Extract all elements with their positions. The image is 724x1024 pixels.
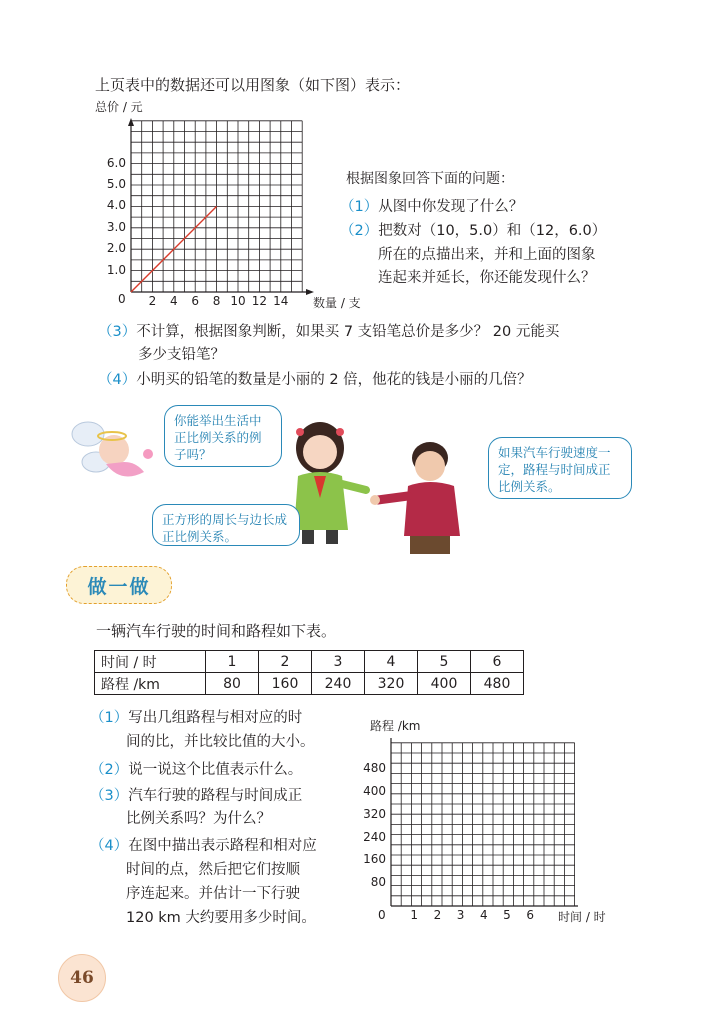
- chart1-ytick-label: 3.0: [106, 219, 126, 234]
- section-title-badge: [66, 566, 172, 604]
- q3-line1: 不计算，根据图象判断，如果买 7 支铅笔总价是多少？ 20 元能买: [136, 324, 560, 340]
- task4-line2: 时间的点，然后把它们按顺: [126, 862, 300, 878]
- table-cell: 1: [206, 651, 259, 673]
- task3-number: （3）: [90, 788, 129, 804]
- q2-line1: 把数对（10，5.0）和（12，6.0）: [378, 223, 607, 239]
- table-cell: 400: [418, 673, 471, 695]
- task2-number: （2）: [90, 762, 129, 778]
- table-cell: 240: [312, 673, 365, 695]
- fairy-illustration: [66, 412, 166, 492]
- chart1-origin: 0: [118, 292, 126, 306]
- table-cell: 5: [418, 651, 471, 673]
- table-cell: 2: [259, 651, 312, 673]
- chart1-xtick-label: 12: [251, 294, 268, 308]
- table-cell: 6: [471, 651, 524, 673]
- chart1-xtick-label: 6: [191, 294, 199, 308]
- task3-line2: 比例关系吗？为什么？: [126, 811, 271, 827]
- q2-line2: 所在的点描出来，并和上面的图象: [378, 247, 596, 263]
- chart2-xtick-label: 3: [456, 908, 465, 922]
- chart2-grid: [391, 743, 575, 906]
- task2-text: 说一说这个比值表示什么。: [128, 762, 303, 778]
- q1-number: （1）: [340, 199, 379, 215]
- chart1-xtick-label: 10: [230, 294, 246, 308]
- chart2-ytick-label: 160: [363, 852, 386, 867]
- table-cell: 80: [206, 673, 259, 695]
- chart2-ytick-label: 480: [363, 761, 386, 776]
- q4-text: 小明买的铅笔的数量是小丽的 2 倍，他花的钱是小丽的几倍？: [136, 372, 532, 388]
- chart1-ytick-label: 2.0: [106, 241, 126, 256]
- chart2-xtick-label: 1: [410, 908, 418, 922]
- chart2-ytick-label: 320: [363, 806, 386, 821]
- chart2-xtick-label: 2: [433, 908, 442, 922]
- chart1-ylabel: 总价 / 元: [95, 100, 143, 114]
- chart2-xlabel: 时间 / 时: [558, 910, 606, 924]
- q4-number: （4）: [98, 372, 137, 388]
- chart1-ytick-label: 1.0: [106, 262, 126, 277]
- time-distance-table: [94, 650, 524, 695]
- chart2-ylabel: 路程 /km: [370, 719, 421, 733]
- table-cell: 160: [259, 673, 312, 695]
- table-row1-header: 时间 / 时: [95, 651, 206, 673]
- table-row2-header: 路程 /km: [95, 673, 206, 695]
- task3-line1: 汽车行驶的路程与时间成正: [128, 788, 303, 804]
- girl-speech-text: 正方形的周长与边长成正比例关系。: [162, 512, 288, 544]
- table-cell: 480: [471, 673, 524, 695]
- task1-line2: 间的比，并比较比值的大小。: [126, 734, 315, 750]
- q3-line2: 多少支铅笔？: [138, 347, 225, 363]
- section-title: 做一做: [87, 575, 151, 598]
- boy-speech-text: 如果汽车行驶速度一定，路程与时间成正比例关系。: [498, 445, 611, 494]
- chart2-xtick-label: 4: [479, 908, 488, 922]
- page-number: 46: [70, 968, 94, 988]
- chart1-y-arrow: [128, 118, 134, 126]
- chart1-ytick-label: 4.0: [106, 198, 126, 213]
- chart2-ytick-label: 80: [370, 875, 386, 890]
- intro-text: 上页表中的数据还可以用图象（如下图）表示：: [95, 76, 411, 94]
- task4-line1: 在图中描出表示路程和相对应: [128, 838, 317, 854]
- q2-line3: 连起来并延长，你还能发现什么？: [378, 270, 596, 286]
- chart1-xlabel: 数量 / 支: [313, 296, 361, 310]
- task1-number: （1）: [90, 710, 129, 726]
- table-row: [95, 673, 524, 695]
- page-number-badge: [58, 954, 106, 1002]
- boy-speech-bubble: [488, 437, 632, 499]
- q3-number: （3）: [98, 324, 137, 340]
- chart1-xtick-label: 2: [148, 294, 157, 308]
- chart1-xtick-label: 14: [273, 294, 289, 308]
- q1-text: 从图中你发现了什么？: [378, 199, 524, 215]
- table-cell: 320: [365, 673, 418, 695]
- chart2-graph: [378, 734, 628, 914]
- task4-number: （4）: [90, 838, 129, 854]
- chart2-origin: 0: [378, 908, 386, 922]
- boy-illustration: [370, 436, 470, 556]
- fairy-speech-bubble: [164, 405, 282, 467]
- car-intro: 一辆汽车行驶的时间和路程如下表。: [96, 622, 337, 640]
- chart1-ytick-label: 6.0: [106, 155, 126, 170]
- questions-heading: 根据图象回答下面的问题：: [346, 171, 514, 187]
- chart2-ytick-label: 400: [363, 784, 386, 798]
- table-cell: 4: [365, 651, 418, 673]
- table-row: [95, 651, 524, 673]
- table-cell: 3: [312, 651, 365, 673]
- fairy-speech-text: 你能举出生活中正比例关系的例子吗？: [174, 413, 262, 462]
- girl-speech-bubble: [152, 504, 300, 546]
- task1-line1: 写出几组路程与相对应的时: [128, 710, 303, 726]
- chart1-ytick-label: 5.0: [106, 177, 126, 191]
- chart2-xtick-label: 6: [526, 908, 534, 922]
- q2-number: （2）: [340, 223, 379, 239]
- task4-line4: 120 km 大约要用多少时间。: [126, 910, 316, 926]
- task4-line3: 序连起来。并估计一下行驶: [126, 886, 300, 902]
- chart2-xtick-label: 5: [503, 908, 511, 922]
- chart1-xtick-label: 8: [212, 294, 221, 308]
- chart2-ytick-label: 240: [363, 829, 386, 844]
- chart1-xtick-label: 4: [169, 294, 178, 308]
